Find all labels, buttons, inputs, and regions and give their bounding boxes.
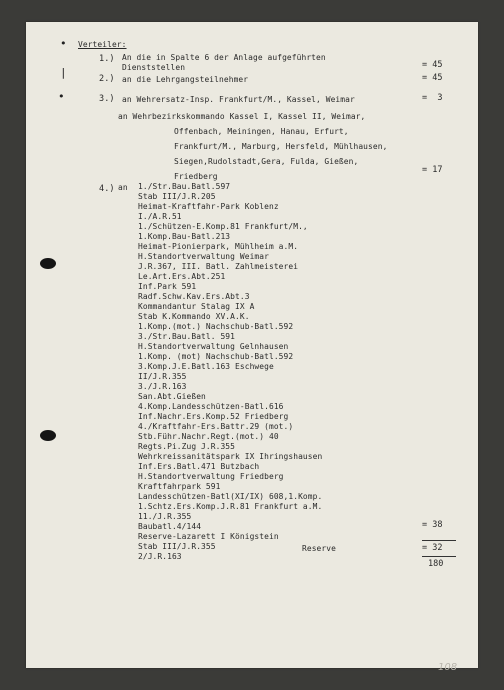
row-4-recipient-list [138, 182, 322, 562]
wbk-line-5: Friedberg [174, 172, 218, 181]
page-number-pencil: 108 [438, 662, 458, 673]
row-4-count: = 38 [422, 520, 443, 530]
wbk-line-1: an Wehrbezirkskommando Kassel I, Kassel II, Weimar, [118, 112, 366, 121]
row-4-recipient: 1.Komp.(mot.) Nachschub-Batl.592 [138, 322, 294, 331]
row-4-recipient: Wehrkreissanitätspark IX Ihringshausen [138, 452, 323, 461]
row-4-recipient: II/J.R.355 [138, 372, 187, 381]
row-4-recipient: 3./Str.Bau.Batl. 591 [138, 332, 236, 341]
row-4-recipient: 1.Komp. (mot) Nachschub-Batl.592 [138, 352, 294, 361]
wbk-line-4: Siegen,Rudolstadt,Gera, Fulda, Gießen, [174, 157, 359, 166]
row-4-recipient: Kraftfahrpark 591 [138, 482, 221, 491]
rule-above-reserve [422, 540, 456, 541]
row-4-recipient: Inf.Ers.Batl.471 Butzbach [138, 462, 260, 471]
row-4-recipient: Reserve-Lazarett I Königstein [138, 532, 279, 541]
row-1-line-2: Dienststellen [122, 63, 186, 72]
row-4-recipient: 1./Schützen-E.Komp.81 Frankfurt/M., [138, 222, 308, 231]
row-4-recipient: Heimat-Kraftfahr-Park Koblenz [138, 202, 279, 211]
punch-hole-top [40, 258, 56, 269]
row-4-recipient: 1./Str.Bau.Batl.597 [138, 182, 231, 191]
row-1-count: = 45 [422, 60, 443, 70]
row-3-line-1: an Wehrersatz-Insp. Frankfurt/M., Kassel, Weimar [122, 95, 355, 104]
row-4-recipient: 1.Schtz.Ers.Komp.J.R.81 Frankfurt a.M. [138, 502, 323, 511]
grand-total: 180 [428, 559, 444, 569]
row-4-recipient: Radf.Schw.Kav.Ers.Abt.3 [138, 292, 250, 301]
row-4-recipient: H.Standortverwaltung Friedberg [138, 472, 284, 481]
row-4-recipient: 4.Komp.Landesschützen-Batl.616 [138, 402, 284, 411]
row-2-number: 2.) [99, 74, 115, 84]
wbk-line-2: Offenbach, Meiningen, Hanau, Erfurt, [174, 127, 349, 136]
document-page [26, 22, 478, 673]
row-3-number: 3.) [99, 94, 115, 104]
row-4-recipient: Inf.Park 591 [138, 282, 197, 291]
row-4-recipient: Regts.Pi.Zug J.R.355 [138, 442, 236, 451]
row-4-number: 4.) [99, 184, 115, 194]
row-2-line-1: an die Lehrgangsteilnehmer [122, 75, 249, 84]
row-3-count: = 3 [422, 93, 443, 103]
row-4-recipient: Kommandantur Stalag IX A [138, 302, 255, 311]
punch-hole-bottom [40, 430, 56, 441]
row-4-recipient: 11./J.R.355 [138, 512, 192, 521]
row-4-recipient: Stab K.Kommando XV.A.K. [138, 312, 250, 321]
row-4-recipient: I./A.R.51 [138, 212, 182, 221]
margin-mark-3: • [58, 90, 65, 103]
row-4-recipient: Le.Art.Ers.Abt.251 [138, 272, 226, 281]
row-4-recipient: 3.Komp.J.E.Batl.163 Eschwege [138, 362, 274, 371]
total-rule [422, 556, 456, 557]
row-4-recipient: 1.Komp.Bau-Batl.213 [138, 232, 231, 241]
row-4-recipient: Baubatl.4/144 [138, 522, 202, 531]
row-4-recipient: San.Abt.Gießen [138, 392, 206, 401]
row-4-recipient: 3./J.R.163 [138, 382, 187, 391]
row-4-recipient: Stab III/J.R.355 [138, 542, 216, 551]
row-2-count: = 45 [422, 73, 443, 83]
margin-mark-1: • [60, 37, 67, 50]
distribution-heading: Verteiler: [78, 40, 127, 49]
row-1-line-1: An die in Spalte 6 der Anlage aufgeführten [122, 53, 326, 62]
row-4-recipient: Stb.Führ.Nachr.Regt.(mot.) 40 [138, 432, 279, 441]
row-4-prefix: an [118, 183, 128, 192]
row-4-recipient: Landesschützen-Batl(XI/IX) 608,1.Komp. [138, 492, 323, 501]
row-4-recipient: Stab III/J.R.205 [138, 192, 216, 201]
row-4-recipient: H.Standortverwaltung Gelnhausen [138, 342, 289, 351]
row-4-recipient: 4./Kraftfahr-Ers.Battr.29 (mot.) [138, 422, 294, 431]
wbk-line-3: Frankfurt/M., Marburg, Hersfeld, Mühlhausen, [174, 142, 388, 151]
row-4-recipient: H.Standortverwaltung Weimar [138, 252, 269, 261]
row-4-recipient: Heimat-Pionierpark, Mühlheim a.M. [138, 242, 299, 251]
row-1-number: 1.) [99, 54, 115, 64]
row-4-recipient: 2/J.R.163 [138, 552, 182, 561]
row-4-recipient: Inf.Nachr.Ers.Komp.52 Friedberg [138, 412, 289, 421]
margin-mark-2: | [60, 66, 67, 79]
wbk-count: = 17 [422, 165, 443, 175]
row-4-recipient: J.R.367, III. Batl. Zahlmeisterei [138, 262, 299, 271]
reserve-label: Reserve [302, 544, 336, 553]
reserve-count: = 32 [422, 543, 443, 553]
